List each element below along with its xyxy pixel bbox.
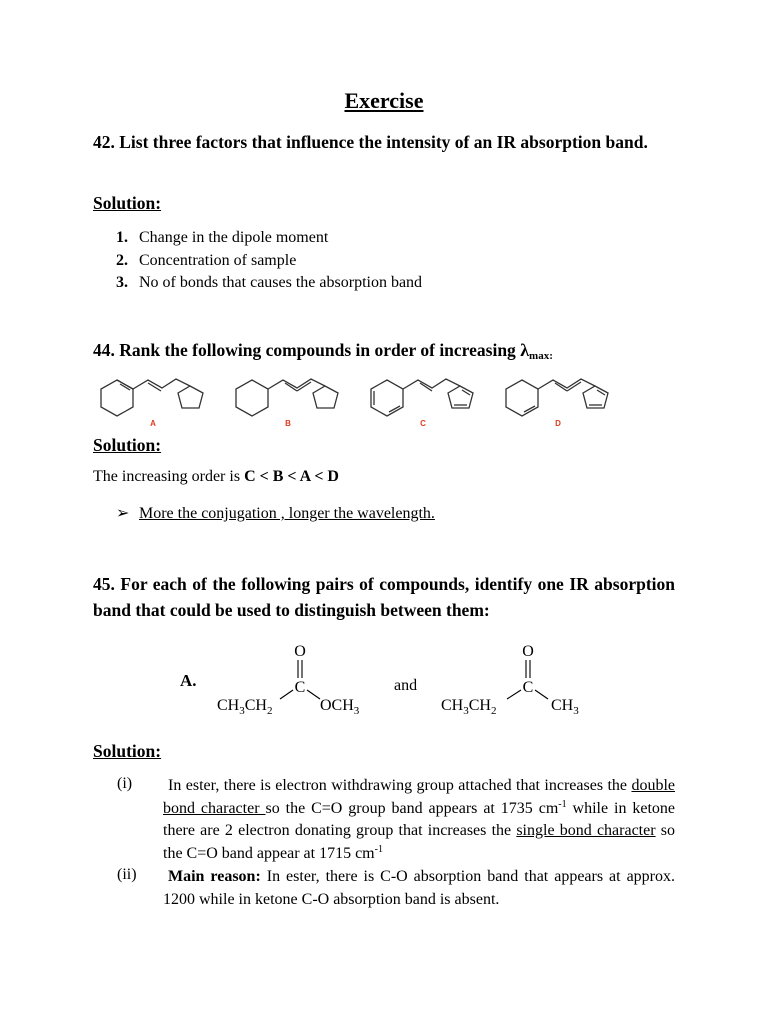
compound-a-structure [101, 379, 203, 416]
question-45: 45. For each of the following pairs of compounds, identify one IR absorption band that could be used to distinguish between them: [93, 574, 675, 620]
point-number: (ii) [117, 866, 137, 883]
arrow-bullet-icon: ➢ [116, 505, 130, 522]
solution-heading-45: Solution: [93, 741, 162, 761]
question-42: 42. List three factors that influence the intensity of an IR absorption band. [93, 132, 648, 152]
list-item: 3. No of bonds that causes the absorption band [116, 274, 423, 291]
point-ii-text: Main reason: In ester, there is C-O absorption band that appears at approx. 1200 while in ketone C-O absorption band is absent. [163, 868, 675, 908]
ketone-carbon: C [522, 679, 534, 696]
increasing-order: The increasing order is C < B < A < D [93, 468, 339, 485]
page-title: Exercise [344, 88, 424, 113]
compound-label-b: B [285, 419, 291, 428]
compound-label-c: C [420, 419, 426, 428]
compound-d-structure [506, 379, 608, 416]
factors-list [116, 227, 422, 295]
ester-right-group: $OCH_3$ [320, 697, 360, 717]
ester-left-group: $CH_3CH_2$ [217, 697, 273, 717]
ester-ketone-structures [170, 636, 610, 718]
ketone-right-group: $CH_3$ [551, 697, 579, 717]
list-item: 2. Concentration of sample [116, 251, 297, 269]
compound-label-d: D [555, 419, 561, 428]
compound-label-a: A [150, 419, 156, 428]
compound-c-structure [371, 379, 473, 416]
solution-heading-44: Solution: [93, 435, 162, 455]
ester-oxygen: O [294, 643, 306, 660]
point-number: (i) [117, 775, 133, 792]
point-i-text: In ester, there is electron withdrawing group attached that increases the double bond character so the C=O group band appears at 1735 $cm^{-1}$ while in ketone there are 2 electron donating group that increases the single bond character so the C=O band appear at 1715 $cm^{-1}$ [163, 777, 676, 862]
conjugation-note: ➢ More the conjugation , longer the wavelength. [116, 505, 435, 522]
list-item: 1. Change in the dipole moment [116, 229, 329, 246]
compound-structures [95, 372, 625, 434]
and-connector: and [394, 677, 418, 694]
ester-carbon: C [294, 679, 306, 696]
part-label: A. [180, 671, 197, 690]
compound-b-structure [236, 379, 338, 416]
ketone-left-group: $CH_3CH_2$ [441, 697, 497, 717]
ketone-oxygen: O [522, 643, 534, 660]
question-44: 44. Rank the following compounds in order of increasing $\lambda_{max:}$ [93, 340, 553, 362]
solution-heading-42: Solution: [93, 193, 162, 213]
